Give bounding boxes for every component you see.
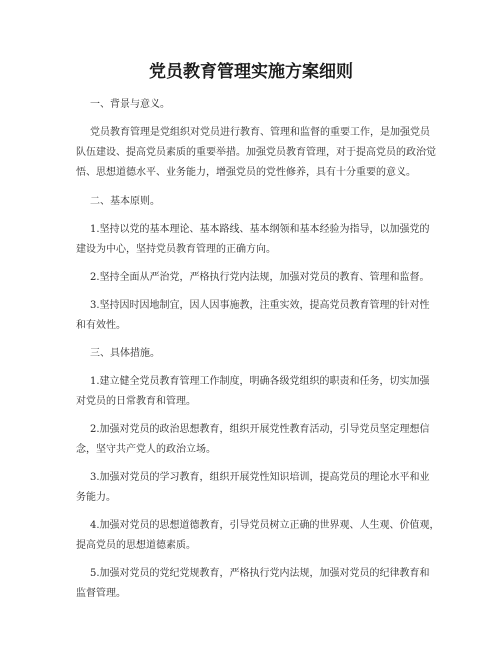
paragraph-line: 2.坚持全面从严治党，严格执行党内法规，加强对党员的教育、管理和监督。 [90, 272, 430, 283]
document-title: 党员教育管理实施方案细则 [149, 62, 353, 82]
paragraph-line: 3.坚持因时因地制宜，因人因事施教，注重实效，提高党员教育管理的针对性 [90, 300, 430, 311]
paragraph-line: 念，坚守共产党人的政治立场。 [76, 444, 216, 455]
paragraph-line: 对党员的日常教育和管理。 [76, 396, 196, 407]
paragraph-line: 悟、思想道德水平、业务能力，增强党员的党性修养，具有十分重要的意义。 [76, 167, 416, 178]
paragraph-line: 党员教育管理是党组织对党员进行教育、管理和监督的重要工作，是加强党员 [90, 127, 430, 138]
paragraph-line: 和有效性。 [76, 320, 126, 331]
section-heading-background: 一、背景与意义。 [90, 99, 170, 110]
paragraph-line: 建设为中心，坚持党员教育管理的正确方向。 [76, 244, 276, 255]
paragraph-line: 4.加强对党员的思想道德教育，引导党员树立正确的世界观、人生观、价值观， [90, 520, 440, 531]
paragraph-line: 队伍建设、提高党员素质的重要举措。加强党员教育管理，对于提高党员的政治觉 [76, 147, 436, 158]
paragraph-line: 5.加强对党员的党纪党规教育，严格执行党内法规，加强对党员的纪律教育和 [90, 568, 430, 579]
paragraph-line: 1.坚持以党的基本理论、基本路线、基本纲领和基本经验为指导，以加强党的 [90, 224, 430, 235]
section-heading-measures: 三、具体措施。 [90, 348, 160, 359]
paragraph-line: 务能力。 [76, 492, 116, 503]
paragraph-line: 监督管理。 [76, 588, 126, 599]
paragraph-line: 1.建立健全党员教育管理工作制度，明确各级党组织的职责和任务，切实加强 [90, 376, 430, 387]
paragraph-line: 2.加强对党员的政治思想教育，组织开展党性教育活动，引导党员坚定理想信 [90, 424, 430, 435]
paragraph-line: 提高党员的思想道德素质。 [76, 540, 196, 551]
section-heading-principles: 二、基本原则。 [90, 196, 160, 207]
paragraph-line: 3.加强对党员的学习教育，组织开展党性知识培训，提高党员的理论水平和业 [90, 472, 430, 483]
